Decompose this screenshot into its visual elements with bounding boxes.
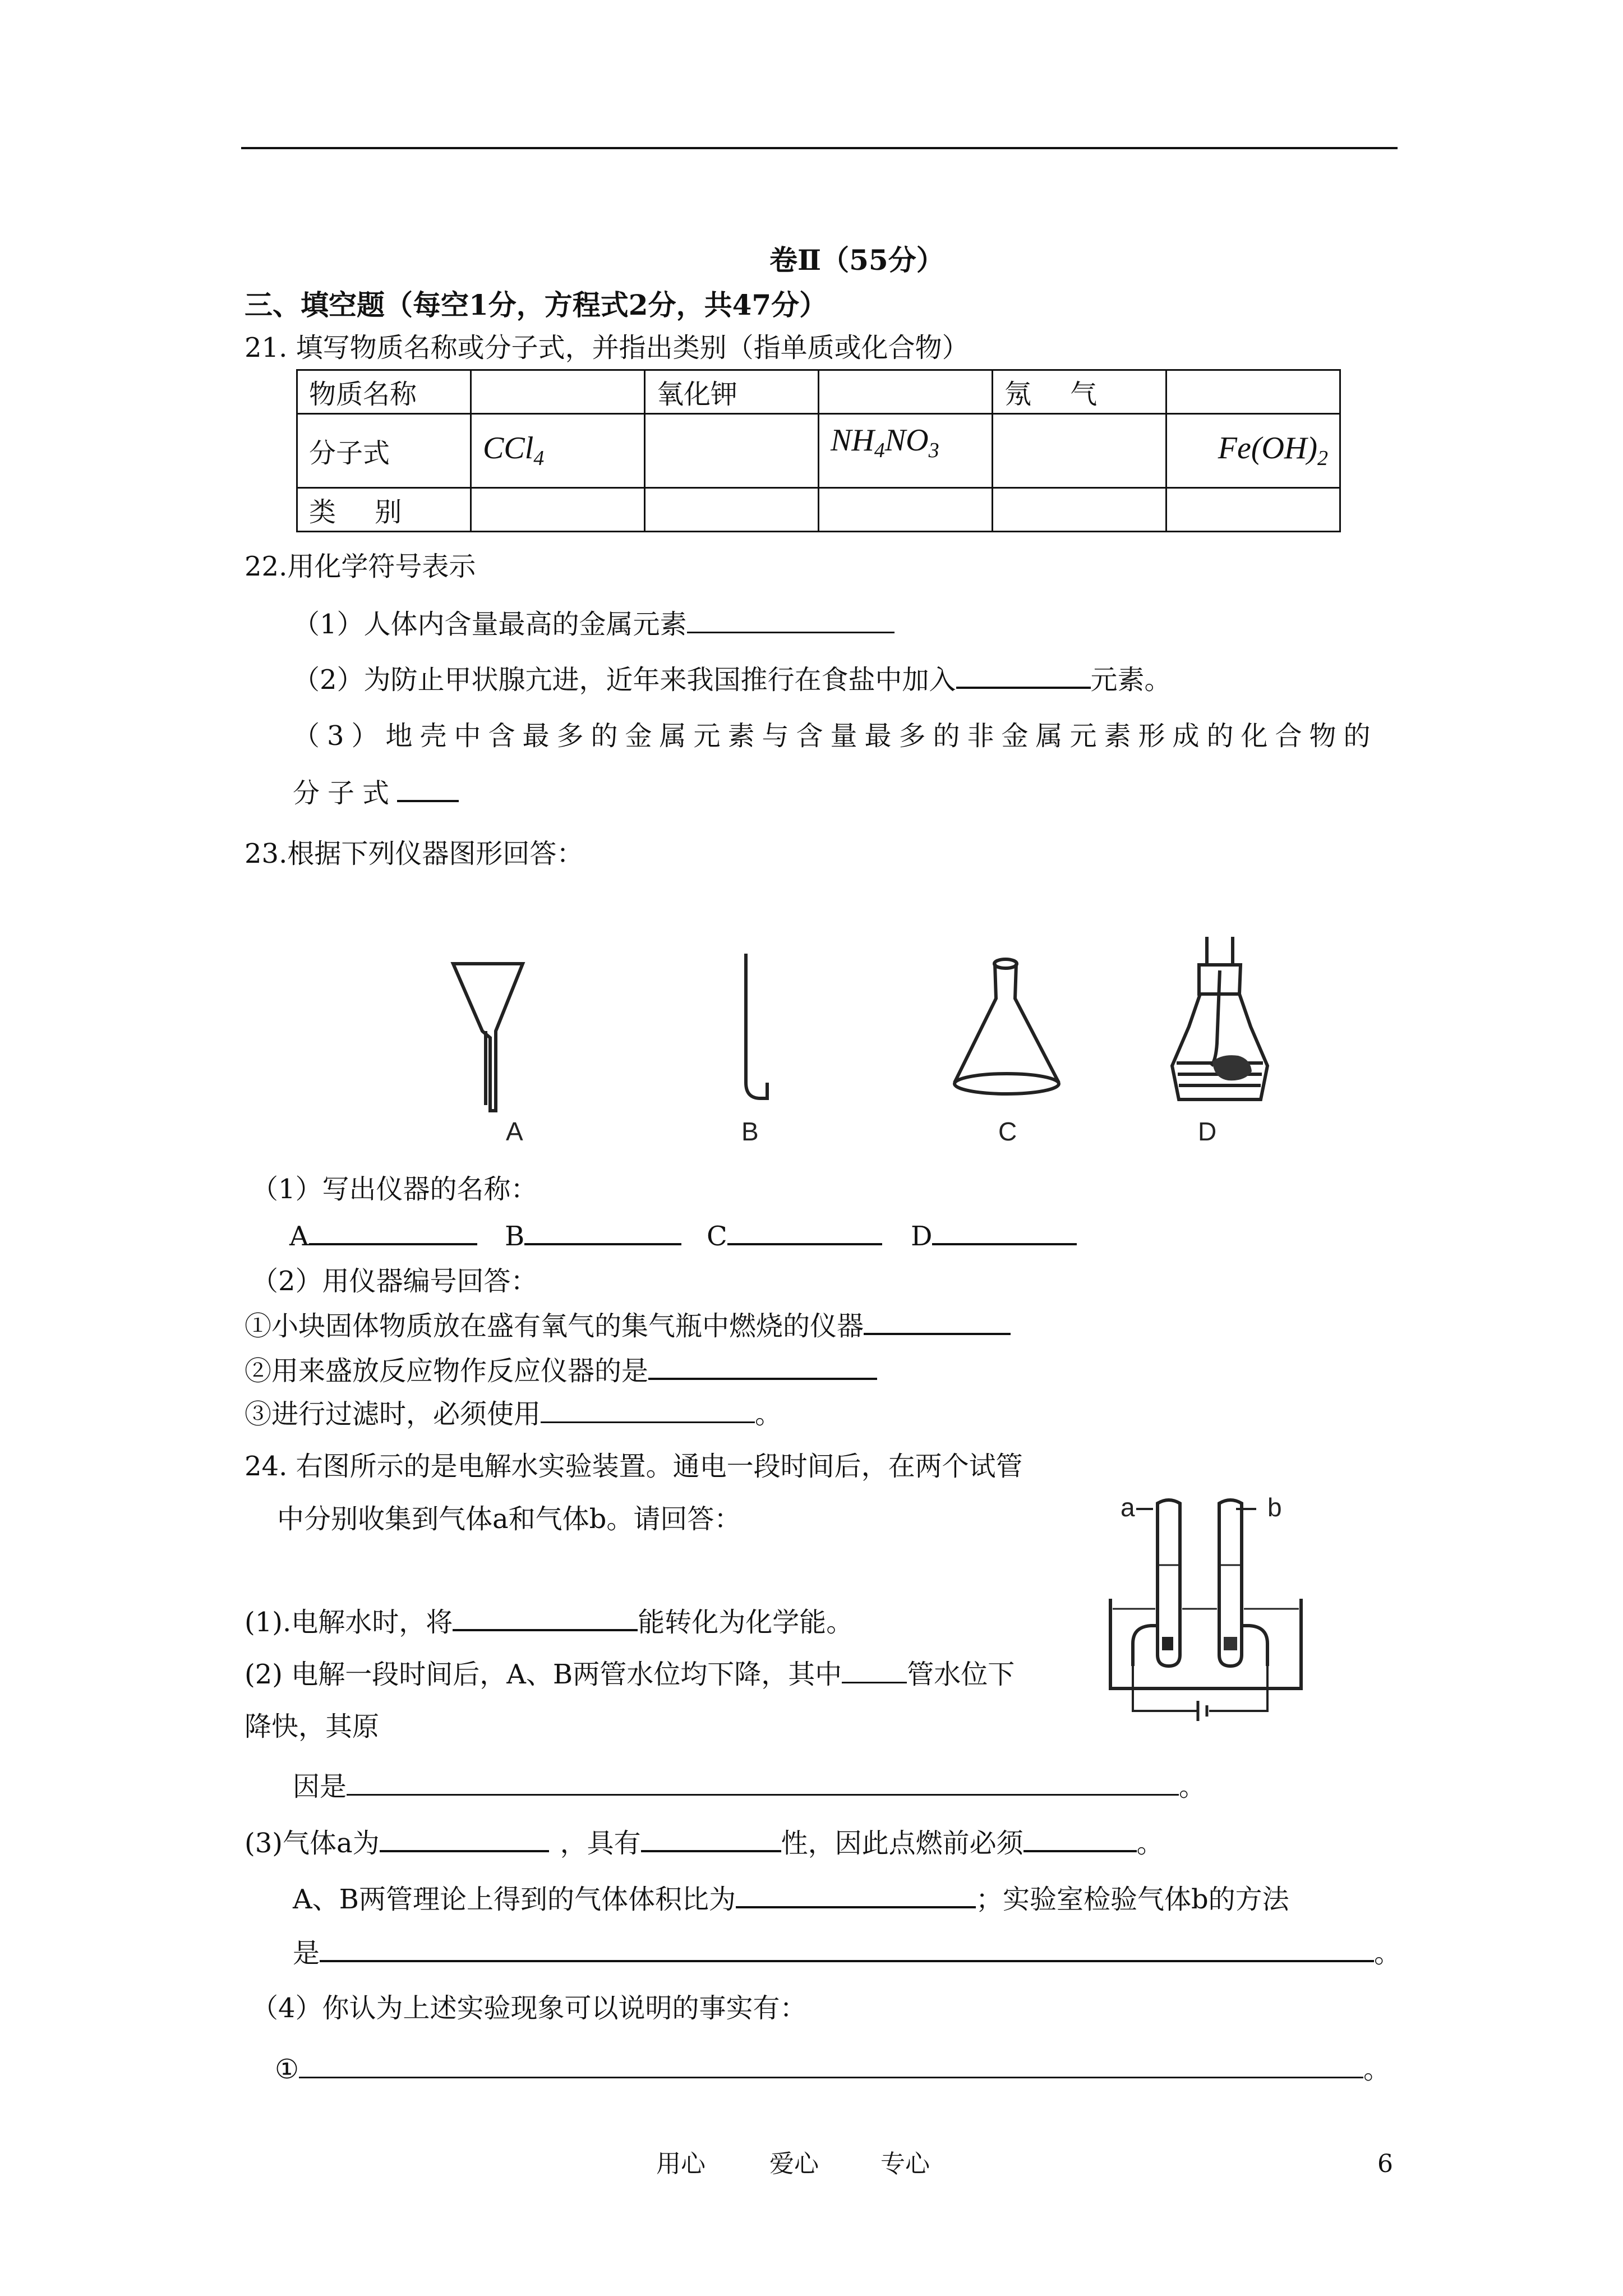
answer-blank[interactable] bbox=[641, 1824, 781, 1852]
q21-prompt: 21. 填写物质名称或分子式，并指出类别（指单质或化合物） bbox=[245, 332, 969, 364]
category-cell bbox=[471, 488, 645, 532]
header-rule bbox=[241, 147, 1398, 149]
q23-name-line bbox=[707, 1217, 882, 1254]
q22-item2-suffix: 元素。 bbox=[1090, 664, 1172, 696]
q23-item2 bbox=[245, 1352, 877, 1389]
answer-blank[interactable] bbox=[524, 1217, 681, 1245]
name-label-b: B bbox=[505, 1221, 525, 1252]
q24-part3-line2 bbox=[293, 1880, 1289, 1917]
q23-item1-text: ①小块固体物质放在盛有氧气的集气瓶中燃烧的仪器 bbox=[245, 1310, 864, 1342]
q24-part3-suffix: 。 bbox=[1136, 1828, 1164, 1859]
q24-ratio-text: A、B两管理论上得到的气体体积比为 bbox=[293, 1884, 736, 1915]
q24-method-suffix: 。 bbox=[1374, 1938, 1401, 1969]
q24-part2 bbox=[245, 1656, 1015, 1692]
answer-blank[interactable] bbox=[320, 1934, 1374, 1962]
q24-part1-suffix: 能转化为化学能。 bbox=[638, 1607, 854, 1638]
instrument-label-b: B bbox=[741, 1117, 759, 1146]
q22-item3-label: 分子式 bbox=[293, 777, 398, 809]
q24-part2-suffix: 管水位下 bbox=[907, 1659, 1015, 1690]
q22-item3-line1: （3）地壳中含最多的金属元素与含量最多的非金属元素形成的化合物的 bbox=[293, 720, 1378, 752]
answer-blank[interactable] bbox=[309, 1217, 477, 1245]
formula-cell bbox=[819, 414, 993, 488]
name-cell bbox=[1166, 370, 1340, 414]
footer-motto-2: 爱心 bbox=[769, 2150, 819, 2178]
q22-item3-line2 bbox=[293, 774, 459, 811]
q22-prompt: 22.用化学符号表示 bbox=[245, 551, 476, 582]
q23-sub1: （1）写出仪器的名称： bbox=[251, 1174, 538, 1205]
q24-part4: （4）你认为上述实验现象可以说明的事实有： bbox=[251, 1993, 807, 2024]
category-cell bbox=[993, 488, 1166, 532]
conical-flask-icon bbox=[948, 948, 1066, 1099]
page-number: 6 bbox=[1377, 2150, 1393, 2178]
name-label-d: D bbox=[911, 1221, 933, 1252]
answer-blank[interactable] bbox=[727, 1217, 882, 1245]
q24-fact-marker: ① bbox=[275, 2054, 299, 2085]
row-header-name: 物质名称 bbox=[297, 370, 471, 414]
formula-cell bbox=[993, 414, 1166, 488]
q24-prompt-line1: 24. 右图所示的是电解水实验装置。通电一段时间后，在两个试管 bbox=[245, 1451, 1023, 1482]
name-cell bbox=[471, 370, 645, 414]
q24-part3-text: (3)气体a为 bbox=[245, 1828, 380, 1859]
substance-table bbox=[296, 369, 1341, 532]
gas-jar-icon bbox=[1166, 931, 1273, 1111]
name-cell: 氖 气 bbox=[993, 370, 1166, 414]
answer-blank[interactable] bbox=[648, 1352, 877, 1380]
category-cell bbox=[645, 488, 819, 532]
funnel-icon bbox=[449, 954, 527, 1116]
q24-prompt-line2: 中分别收集到气体a和气体b。请回答： bbox=[277, 1503, 741, 1535]
q24-part3 bbox=[245, 1824, 1164, 1861]
formula-cell bbox=[645, 414, 819, 488]
answer-blank[interactable] bbox=[864, 1307, 1011, 1335]
gas-b-label: b bbox=[1267, 1493, 1282, 1522]
answer-blank[interactable] bbox=[299, 2051, 1363, 2078]
q23-name-line bbox=[505, 1217, 681, 1254]
formula-cell bbox=[471, 414, 645, 488]
table-row-formulas bbox=[297, 414, 1340, 488]
answer-blank[interactable] bbox=[397, 774, 459, 802]
q23-item3-suffix: 。 bbox=[755, 1398, 782, 1430]
formula-cell bbox=[1166, 414, 1340, 488]
q24-part3-mid1: ，具有 bbox=[560, 1828, 641, 1859]
answer-blank[interactable] bbox=[541, 1396, 755, 1423]
q24-part2-line2: 降快，其原 bbox=[245, 1711, 380, 1742]
q23-name-line bbox=[911, 1217, 1077, 1254]
name-label-c: C bbox=[707, 1221, 727, 1252]
q24-part3-line3 bbox=[293, 1934, 1401, 1971]
q24-part2-line3 bbox=[293, 1768, 1206, 1805]
answer-blank[interactable] bbox=[453, 1603, 638, 1631]
q24-method-label: 是 bbox=[293, 1938, 320, 1969]
q24-part4-item bbox=[275, 2051, 1390, 2087]
electrolysis-apparatus-icon bbox=[1099, 1481, 1312, 1722]
name-label-a: A bbox=[289, 1221, 309, 1252]
instrument-label-d: D bbox=[1198, 1117, 1217, 1146]
q22-item2 bbox=[293, 661, 1172, 698]
answer-blank[interactable] bbox=[687, 606, 895, 633]
q23-item2-text: ②用来盛放反应物作反应仪器的是 bbox=[245, 1355, 649, 1387]
q23-item1 bbox=[245, 1307, 1011, 1344]
table-row-names bbox=[297, 370, 1340, 414]
category-cell bbox=[819, 488, 993, 532]
formula-feoh2: $Fe(OH)_2$ bbox=[1218, 431, 1328, 471]
q24-fact-suffix: 。 bbox=[1363, 2054, 1391, 2085]
instrument-label-c: C bbox=[998, 1117, 1017, 1146]
table-row-category bbox=[297, 488, 1340, 532]
formula-nh4no3: $NH_4NO_3$ bbox=[831, 423, 939, 463]
answer-blank[interactable] bbox=[932, 1217, 1077, 1245]
q23-name-line bbox=[289, 1217, 477, 1254]
q23-item3 bbox=[245, 1396, 782, 1432]
formula-ccl4: CCl$_4$ bbox=[483, 431, 545, 471]
answer-blank[interactable] bbox=[1023, 1824, 1137, 1852]
q24-part1 bbox=[245, 1603, 853, 1640]
q24-part2-reason-suffix: 。 bbox=[1179, 1771, 1206, 1802]
q24-part1-text: (1).电解水时，将 bbox=[245, 1607, 453, 1638]
row-header-formula: 分子式 bbox=[297, 414, 471, 488]
answer-blank[interactable] bbox=[347, 1768, 1179, 1796]
section-title: 卷Ⅱ（55分） bbox=[769, 243, 944, 277]
test-tube-icon bbox=[735, 948, 780, 1105]
category-cell bbox=[1166, 488, 1340, 532]
q23-item3-text: ③进行过滤时，必须使用 bbox=[245, 1398, 541, 1430]
footer-motto-3: 专心 bbox=[880, 2150, 930, 2178]
q24-part2-text: (2) 电解一段时间后，A、B两管水位均下降，其中 bbox=[245, 1659, 842, 1690]
name-cell: 氧化钾 bbox=[645, 370, 819, 414]
row-header-category: 类 别 bbox=[297, 488, 471, 532]
footer-motto-1: 用心 bbox=[656, 2150, 706, 2178]
q22-item1-text: （1）人体内含量最高的金属元素 bbox=[293, 609, 687, 640]
q24-part2-reason-label: 因是 bbox=[293, 1771, 347, 1802]
gas-a-label: a bbox=[1121, 1493, 1135, 1522]
q22-item2-text: （2）为防止甲状腺亢进，近年来我国推行在食盐中加入 bbox=[293, 664, 956, 696]
answer-blank[interactable] bbox=[842, 1656, 907, 1683]
part-heading: 三、填空题（每空1分，方程式2分，共47分） bbox=[245, 288, 828, 321]
q23-sub2: （2）用仪器编号回答： bbox=[251, 1266, 538, 1297]
q24-part3-mid2: 性，因此点燃前必须 bbox=[781, 1828, 1023, 1859]
instrument-label-a: A bbox=[506, 1117, 523, 1146]
q24-test-method-text: ；实验室检验气体b的方法 bbox=[975, 1884, 1289, 1915]
answer-blank[interactable] bbox=[380, 1824, 549, 1852]
q23-prompt: 23.根据下列仪器图形回答： bbox=[245, 838, 584, 869]
q22-item1 bbox=[293, 606, 895, 642]
name-cell bbox=[819, 370, 993, 414]
answer-blank[interactable] bbox=[736, 1880, 976, 1908]
answer-blank[interactable] bbox=[956, 661, 1091, 689]
